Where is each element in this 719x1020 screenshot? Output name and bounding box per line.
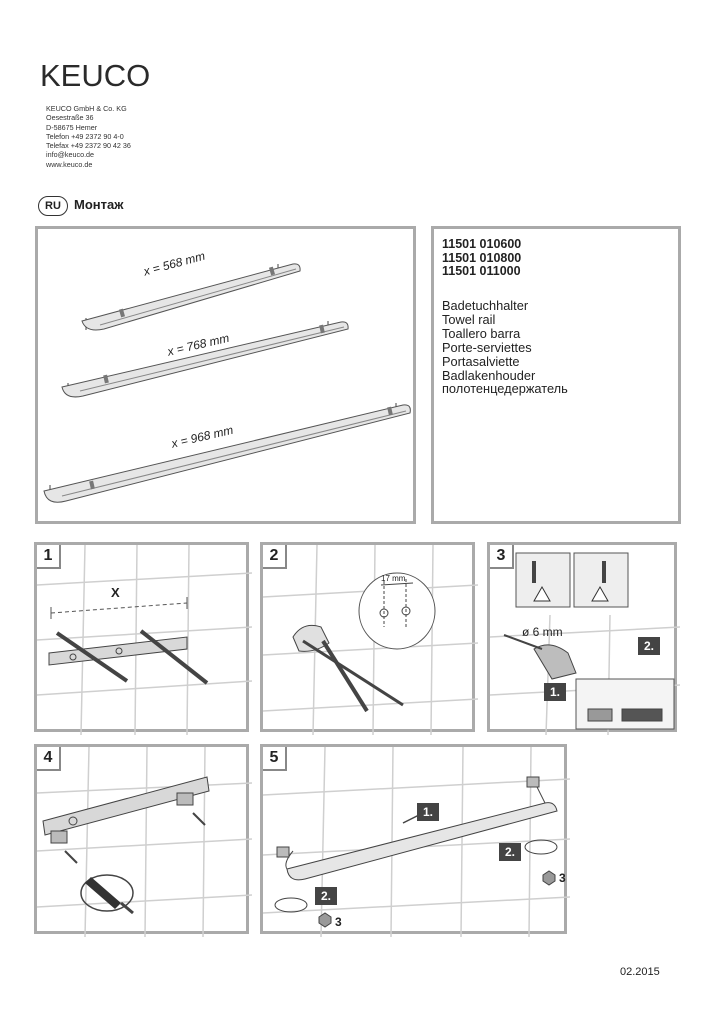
step-1-x-label: X — [111, 585, 120, 600]
step-5-count-b: 3 — [559, 871, 566, 885]
step-3-sub-2: 2. — [638, 637, 660, 655]
rail-label-968: x = 968 mm — [170, 422, 235, 451]
step-2-illustration — [263, 545, 478, 735]
company-line: D-58675 Hemer — [46, 122, 98, 132]
product-info-panel — [431, 226, 681, 524]
rail-568 — [82, 264, 300, 330]
step-5-illustration — [263, 747, 570, 937]
language-badge: RU — [38, 196, 68, 216]
step-5-panel — [260, 744, 567, 934]
product-name: Porte-serviettes — [442, 339, 532, 355]
company-line: Telefax +49 2372 90 42 36 — [46, 141, 131, 151]
step-2-distance-label: 17 mm — [381, 574, 406, 583]
step-3-panel — [487, 542, 677, 732]
step-5-count-a: 3 — [335, 915, 342, 929]
step-number: 1 — [37, 545, 61, 569]
step-1-illustration — [37, 545, 252, 735]
step-4-illustration — [37, 747, 252, 937]
step-3-sub-1: 1. — [544, 683, 566, 701]
company-address — [46, 104, 131, 169]
article-code: 11501 010600 — [442, 237, 522, 251]
step-5-sub-2a: 2. — [315, 887, 337, 905]
step-number: 2 — [263, 545, 287, 569]
article-codes — [442, 238, 521, 279]
product-name: Toallero barra — [442, 325, 521, 341]
product-name: полотенцедержатель — [442, 381, 568, 397]
step-number: 3 — [490, 545, 514, 569]
product-name: Portasalviette — [442, 353, 520, 369]
step-number: 5 — [263, 747, 287, 771]
company-line: Telefon +49 2372 90 4-0 — [46, 131, 124, 141]
step-1-panel — [34, 542, 249, 732]
company-line: KEUCO GmbH & Co. KG — [46, 104, 127, 113]
step-3-drill-label: ø 6 mm — [522, 625, 563, 639]
step-4-panel — [34, 744, 249, 934]
company-line: info@keuco.de — [46, 150, 95, 160]
article-code: 11501 010800 — [442, 250, 522, 265]
step-number: 4 — [37, 747, 61, 771]
company-line: www.keuco.de — [46, 159, 93, 169]
product-names — [442, 299, 568, 396]
step-5-sub-1: 1. — [417, 803, 439, 821]
product-name: Badlakenhouder — [442, 367, 536, 383]
product-name: Badetuchhalter — [442, 298, 529, 313]
document-date: 02.2015 — [620, 966, 660, 978]
rail-968 — [44, 403, 410, 502]
company-line: Oesestraße 36 — [46, 113, 94, 123]
article-code: 11501 011000 — [442, 264, 521, 279]
product-name: Towel rail — [442, 311, 496, 327]
section-title: Монтаж — [74, 197, 124, 212]
rails-illustration — [38, 229, 419, 527]
keuco-logo: KEUCO — [40, 58, 151, 93]
step-5-sub-2b: 2. — [499, 843, 521, 861]
step-2-panel — [260, 542, 475, 732]
rail-768 — [62, 321, 348, 397]
rail-label-768: x = 768 mm — [166, 330, 231, 359]
rail-label-568: x = 568 mm — [142, 248, 207, 279]
overview-panel — [35, 226, 416, 524]
